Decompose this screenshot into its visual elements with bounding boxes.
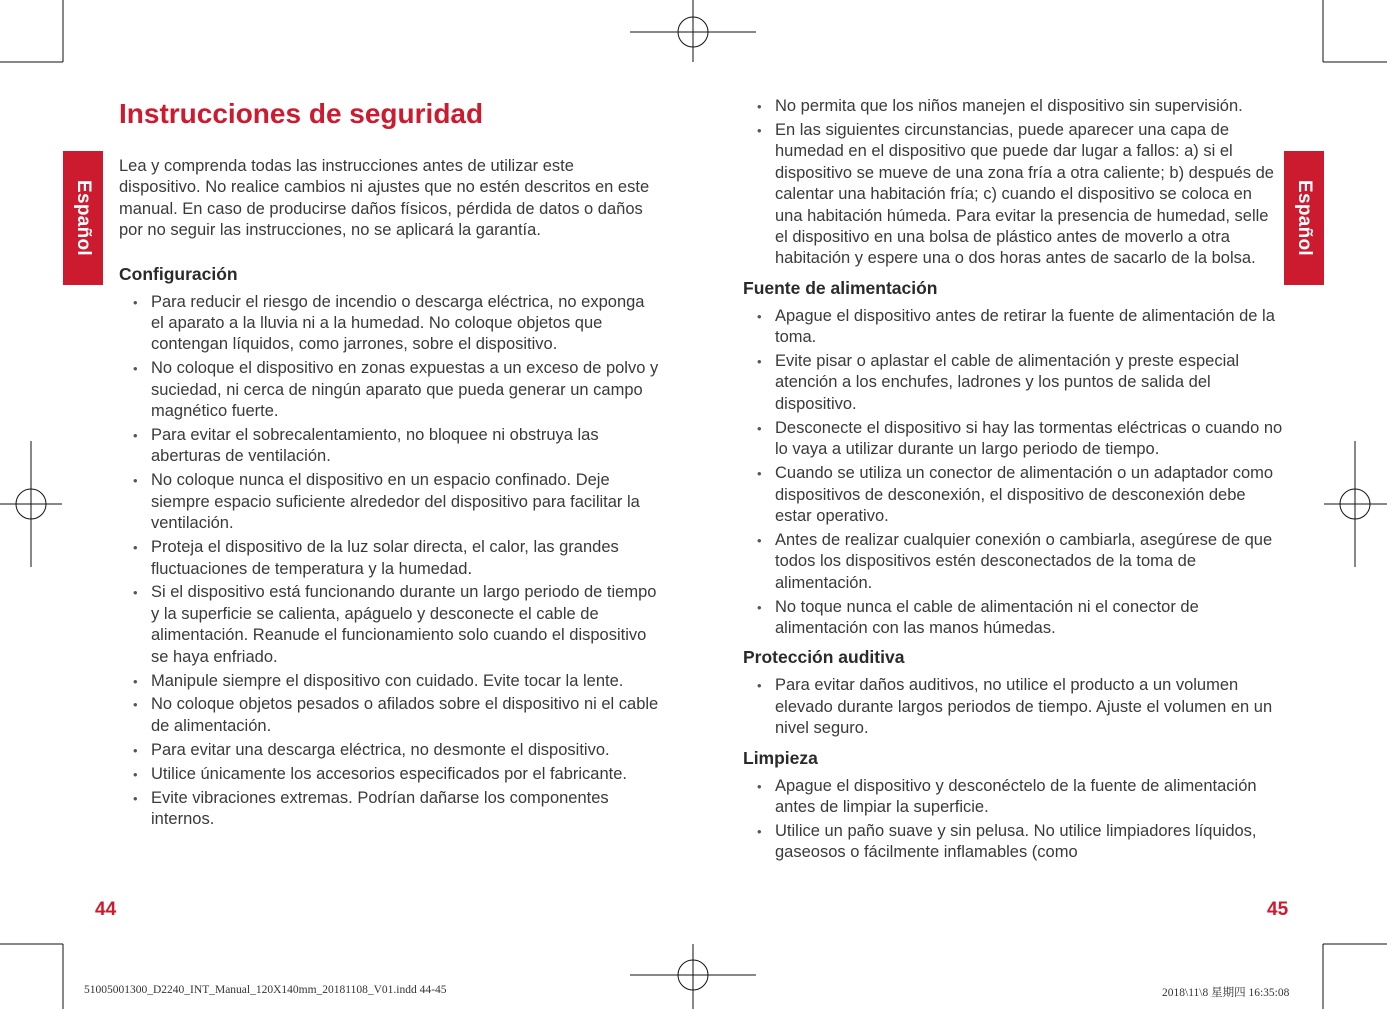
- list-item: • Desconecte el dispositivo si hay las tormentas eléctricas o cuando no lo vaya a utilizar durante un largo periodo de tiempo.: [743, 418, 1283, 461]
- registration-mark-right: [1324, 441, 1387, 567]
- print-slug-timestamp: 2018\11\8 星期四 16:35:08: [1162, 987, 1290, 999]
- list-item: • Para reducir el riesgo de incendio o descarga eléctrica, no exponga el aparato a la lluvia ni a la humedad. No coloque objetos que contengan líquidos, como jarrones, sobre el dispositivo.: [119, 292, 659, 356]
- list-item: • No coloque el dispositivo en zonas expuestas a un exceso de polvo y suciedad, ni cerca de ningún aparato que pueda generar un campo magnético fuerte.: [119, 358, 659, 422]
- list-item: • No coloque objetos pesados o afilados sobre el dispositivo ni el cable de alimentación.: [119, 694, 659, 737]
- list-item: • En las siguientes circunstancias, puede aparecer una capa de humedad en el dispositivo que puede dar lugar a fallos: a) si el dispositivo se mueve de una zona fría a otra caliente; b) después de calentar una habitación fría; c) cuando el dispositivo se coloca en una habitación húmeda. Para evitar la presencia de humedad, selle el dispositivo en una bolsa de plástico antes de moverlo a otra habitación y espere una o dos horas antes de sacarlo de la bolsa.: [743, 120, 1283, 270]
- list-item: • Utilice únicamente los accesorios especificados por el fabricante.: [119, 764, 659, 785]
- proteccion-list: [743, 675, 1283, 739]
- list-item: • Para evitar el sobrecalentamiento, no bloquee ni obstruya las aberturas de ventilación.: [119, 425, 659, 468]
- language-tab-label: Español: [1294, 179, 1316, 257]
- list-item: • Manipule siempre el dispositivo con cuidado. Evite tocar la lente.: [119, 671, 659, 692]
- registration-mark-left: [0, 441, 62, 567]
- section-heading-configuracion: Configuración: [119, 263, 238, 284]
- page-number-right: 45: [1267, 899, 1289, 920]
- section-heading-proteccion: Protección auditiva: [743, 647, 905, 668]
- list-item: • No permita que los niños manejen el dispositivo sin supervisión.: [743, 96, 1283, 117]
- list-item: • No toque nunca el cable de alimentación ni el conector de alimentación con las manos húmedas.: [743, 597, 1283, 640]
- fuente-list: [743, 306, 1283, 640]
- general-list: [743, 96, 1283, 270]
- page-title: Instrucciones de seguridad: [119, 98, 484, 129]
- section-heading-limpieza: Limpieza: [743, 747, 818, 768]
- list-item: • Utilice un paño suave y sin pelusa. No utilice limpiadores líquidos, gaseosos o fácilmente inflamables (como: [743, 821, 1283, 864]
- list-item: • Apague el dispositivo antes de retirar la fuente de alimentación de la toma.: [743, 306, 1283, 349]
- language-tab-label: Español: [73, 179, 95, 257]
- list-item: • Apague el dispositivo y desconéctelo de la fuente de alimentación antes de limpiar la superficie.: [743, 776, 1283, 819]
- registration-mark-bottom: [630, 944, 756, 1009]
- section-heading-fuente: Fuente de alimentación: [743, 277, 938, 298]
- page-number-left: 44: [95, 899, 117, 920]
- configuracion-list: [119, 292, 659, 831]
- intro-paragraph: Lea y comprenda todas las instrucciones antes de utilizar este dispositivo. No realice cambios ni ajustes que no estén descritos en este manual. En caso de producirse daños físicos, pérdida de datos o daños por no seguir las instrucciones, no se aplicará la garantía.: [119, 157, 650, 240]
- limpieza-list: [743, 776, 1283, 864]
- language-tab-left: [63, 151, 103, 285]
- language-tab-right: [1284, 151, 1324, 285]
- right-page-column: [743, 96, 1283, 870]
- list-item: • No coloque nunca el dispositivo en un espacio confinado. Deje siempre espacio suficiente alrededor del dispositivo para facilitar la ventilación.: [119, 470, 659, 534]
- list-item: • Antes de realizar cualquier conexión o cambiarla, asegúrese de que todos los dispositivos estén desconectados de la toma de alimentación.: [743, 530, 1283, 594]
- left-page-column: [119, 96, 659, 836]
- list-item: • Proteja el dispositivo de la luz solar directa, el calor, las grandes fluctuaciones de temperatura y la humedad.: [119, 537, 659, 580]
- list-item: • Para evitar una descarga eléctrica, no desmonte el dispositivo.: [119, 740, 659, 761]
- registration-mark-top: [630, 0, 756, 62]
- print-slug-file: 51005001300_D2240_INT_Manual_120X140mm_20181108_V01.indd 44-45: [84, 984, 447, 996]
- list-item: • Cuando se utiliza un conector de alimentación o un adaptador como dispositivos de desconexión, el dispositivo de desconexión debe estar operativo.: [743, 463, 1283, 527]
- list-item: • Para evitar daños auditivos, no utilice el producto a un volumen elevado durante largos periodos de tiempo. Ajuste el volumen en un nivel seguro.: [743, 675, 1283, 739]
- list-item: • Evite pisar o aplastar el cable de alimentación y preste especial atención a los enchufes, ladrones y los puntos de salida del dispositivo.: [743, 351, 1283, 415]
- list-item: • Evite vibraciones extremas. Podrían dañarse los componentes internos.: [119, 788, 659, 831]
- list-item: • Si el dispositivo está funcionando durante un largo periodo de tiempo y la superficie se calienta, apáguelo y desconecte el cable de alimentación. Reanude el funcionamiento solo cuando el dispositivo se haya enfriado.: [119, 582, 659, 668]
